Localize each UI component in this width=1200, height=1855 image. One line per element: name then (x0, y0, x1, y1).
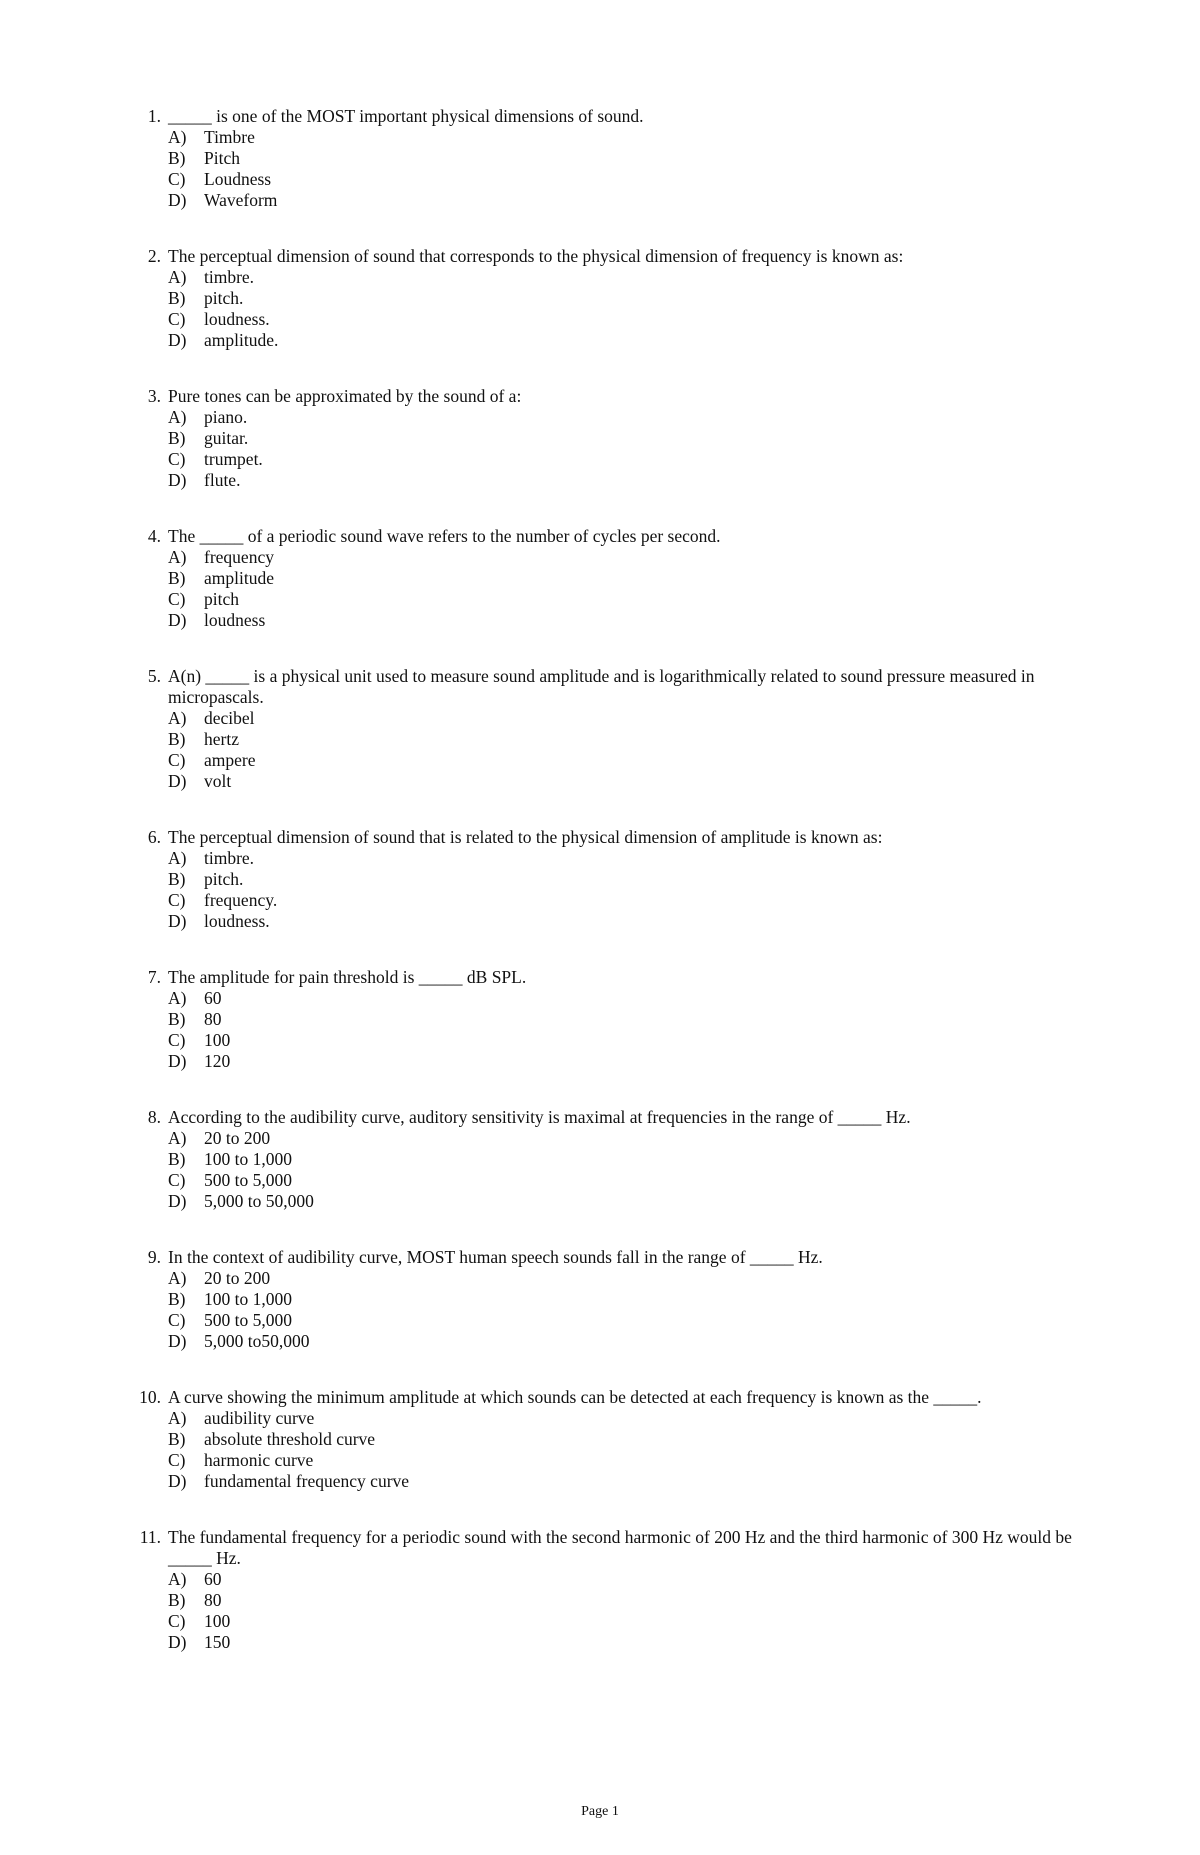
option-text: 500 to 5,000 (204, 1170, 292, 1190)
option-letter: B) (168, 729, 186, 749)
option-text: 100 to 1,000 (204, 1149, 292, 1169)
question-number: 6. (147, 827, 161, 847)
answer-options (168, 407, 1088, 491)
page-number: Page 1 (581, 1804, 619, 1819)
option-letter: B) (168, 1429, 186, 1449)
answer-option (168, 988, 1088, 1009)
answer-option (168, 1310, 1088, 1331)
question-item (128, 1387, 1088, 1492)
option-letter: D) (168, 190, 187, 210)
question-number: 8. (147, 1107, 161, 1127)
question-stem: The fundamental frequency for a periodic sound with the second harmonic of 200 Hz and the third harmonic of 300 Hz would be _____ Hz. (168, 1527, 1072, 1568)
option-text: 60 (204, 988, 222, 1008)
answer-option (168, 1408, 1088, 1429)
option-text: trumpet. (204, 449, 263, 469)
question-item (128, 386, 1088, 491)
option-letter: D) (168, 1471, 187, 1491)
option-letter: C) (168, 169, 186, 189)
question-stem: According to the audibility curve, auditory sensitivity is maximal at frequencies in the range of _____ Hz. (168, 1107, 911, 1127)
option-letter: B) (168, 1009, 186, 1029)
option-text: absolute threshold curve (204, 1429, 376, 1449)
question-stem: The perceptual dimension of sound that is related to the physical dimension of amplitude is known as: (168, 827, 883, 847)
answer-option (168, 708, 1088, 729)
answer-options (168, 1268, 1088, 1352)
question-item (128, 827, 1088, 932)
option-letter: D) (168, 1331, 187, 1351)
answer-option (168, 869, 1088, 890)
answer-option (168, 1450, 1088, 1471)
option-text: 60 (204, 1569, 222, 1589)
option-text: fundamental frequency curve (204, 1471, 410, 1491)
question-stem: Pure tones can be approximated by the sound of a: (168, 386, 522, 406)
option-text: frequency (204, 547, 274, 567)
option-text: Pitch (204, 148, 240, 168)
answer-option (168, 1632, 1088, 1653)
answer-option (168, 428, 1088, 449)
option-letter: C) (168, 1611, 186, 1631)
option-text: flute. (204, 470, 241, 490)
question-stem: A curve showing the minimum amplitude at which sounds can be detected at each frequency is known as the _____. (168, 1387, 982, 1407)
option-text: pitch. (204, 288, 244, 308)
option-text: piano. (204, 407, 248, 427)
answer-option (168, 449, 1088, 470)
option-letter: A) (168, 547, 187, 567)
question-item (128, 967, 1088, 1072)
option-letter: B) (168, 148, 186, 168)
option-letter: B) (168, 1289, 186, 1309)
option-text: Timbre (204, 127, 255, 147)
option-letter: A) (168, 267, 187, 287)
option-letter: A) (168, 1408, 187, 1428)
question-item (128, 666, 1088, 792)
option-letter: B) (168, 288, 186, 308)
answer-option (168, 890, 1088, 911)
answer-option (168, 750, 1088, 771)
question-stem: _____ is one of the MOST important physical dimensions of sound. (168, 106, 644, 126)
answer-option (168, 148, 1088, 169)
option-text: audibility curve (204, 1408, 315, 1428)
option-letter: C) (168, 890, 186, 910)
answer-option (168, 1429, 1088, 1450)
answer-option (168, 729, 1088, 750)
option-text: 5,000 to 50,000 (204, 1191, 314, 1211)
option-letter: A) (168, 1569, 187, 1589)
option-letter: A) (168, 127, 187, 147)
option-letter: A) (168, 1128, 187, 1148)
option-text: frequency. (204, 890, 278, 910)
answer-option (168, 1611, 1088, 1632)
answer-options (168, 267, 1088, 351)
option-text: 150 (204, 1632, 231, 1652)
option-text: timbre. (204, 848, 255, 868)
answer-option (168, 1170, 1088, 1191)
option-text: decibel (204, 708, 255, 728)
answer-option (168, 1471, 1088, 1492)
question-item (128, 1527, 1088, 1653)
answer-option (168, 568, 1088, 589)
question-stem: In the context of audibility curve, MOST human speech sounds fall in the range of _____ Hz. (168, 1247, 823, 1267)
answer-option (168, 169, 1088, 190)
option-text: loudness. (204, 911, 270, 931)
answer-options (168, 988, 1088, 1072)
option-text: loudness. (204, 309, 270, 329)
question-stem: The _____ of a periodic sound wave refers to the number of cycles per second. (168, 526, 721, 546)
question-number: 4. (147, 526, 161, 546)
answer-option (168, 911, 1088, 932)
option-text: 5,000 to50,000 (204, 1331, 310, 1351)
answer-option (168, 547, 1088, 568)
answer-options (168, 1408, 1088, 1492)
answer-option (168, 1191, 1088, 1212)
option-letter: B) (168, 869, 186, 889)
option-text: harmonic curve (204, 1450, 314, 1470)
question-number: 9. (147, 1247, 161, 1267)
answer-option (168, 190, 1088, 211)
option-letter: D) (168, 1051, 187, 1071)
question-item (128, 526, 1088, 631)
option-letter: C) (168, 1170, 186, 1190)
answer-option (168, 1289, 1088, 1310)
option-text: 120 (204, 1051, 231, 1071)
option-text: loudness (204, 610, 266, 630)
option-letter: C) (168, 1030, 186, 1050)
option-letter: D) (168, 911, 187, 931)
option-text: amplitude (204, 568, 274, 588)
option-letter: A) (168, 1268, 187, 1288)
option-text: pitch. (204, 869, 244, 889)
answer-option (168, 589, 1088, 610)
option-text: amplitude. (204, 330, 279, 350)
answer-option (168, 848, 1088, 869)
answer-options (168, 547, 1088, 631)
question-item (128, 106, 1088, 211)
option-text: 20 to 200 (204, 1128, 271, 1148)
question-item (128, 246, 1088, 351)
answer-option (168, 288, 1088, 309)
question-stem: The amplitude for pain threshold is _____ dB SPL. (168, 967, 527, 987)
question-stem: A(n) _____ is a physical unit used to measure sound amplitude and is logarithmically related to sound pressure measured in micropascals. (168, 666, 1035, 707)
question-item (128, 1107, 1088, 1212)
question-item (128, 1247, 1088, 1352)
question-list (128, 106, 1088, 1688)
answer-option (168, 470, 1088, 491)
question-number: 11. (139, 1527, 161, 1547)
answer-option (168, 1569, 1088, 1590)
option-text: timbre. (204, 267, 255, 287)
option-letter: C) (168, 750, 186, 770)
option-letter: C) (168, 449, 186, 469)
option-text: 80 (204, 1009, 222, 1029)
option-text: 100 (204, 1611, 231, 1631)
answer-options (168, 1569, 1088, 1653)
question-stem: The perceptual dimension of sound that corresponds to the physical dimension of frequency is known as: (168, 246, 904, 266)
question-number: 10. (139, 1387, 161, 1407)
option-text: 100 (204, 1030, 231, 1050)
answer-options (168, 708, 1088, 792)
option-text: Waveform (204, 190, 278, 210)
answer-option (168, 1590, 1088, 1611)
answer-option (168, 1030, 1088, 1051)
option-letter: C) (168, 1450, 186, 1470)
answer-option (168, 771, 1088, 792)
option-letter: A) (168, 988, 187, 1008)
option-text: ampere (204, 750, 256, 770)
option-letter: C) (168, 1310, 186, 1330)
answer-options (168, 1128, 1088, 1212)
answer-options (168, 127, 1088, 211)
option-letter: D) (168, 771, 187, 791)
answer-option (168, 610, 1088, 631)
option-letter: D) (168, 330, 187, 350)
question-number: 3. (147, 386, 161, 406)
answer-option (168, 267, 1088, 288)
answer-option (168, 1128, 1088, 1149)
answer-option (168, 1268, 1088, 1289)
answer-option (168, 127, 1088, 148)
option-text: 20 to 200 (204, 1268, 271, 1288)
option-text: Loudness (204, 169, 272, 189)
answer-options (168, 848, 1088, 932)
option-text: 500 to 5,000 (204, 1310, 292, 1330)
question-number: 5. (147, 666, 161, 686)
option-text: volt (204, 771, 232, 791)
option-letter: B) (168, 428, 186, 448)
option-letter: C) (168, 589, 186, 609)
option-letter: A) (168, 708, 187, 728)
question-number: 2. (147, 246, 161, 266)
option-letter: B) (168, 1149, 186, 1169)
option-letter: D) (168, 1191, 187, 1211)
question-number: 7. (147, 967, 161, 987)
option-text: hertz (204, 729, 239, 749)
answer-option (168, 1149, 1088, 1170)
question-number: 1. (147, 106, 161, 126)
option-letter: A) (168, 848, 187, 868)
answer-option (168, 1009, 1088, 1030)
option-letter: B) (168, 1590, 186, 1610)
option-letter: D) (168, 610, 187, 630)
option-letter: D) (168, 470, 187, 490)
option-text: 80 (204, 1590, 222, 1610)
answer-option (168, 1331, 1088, 1352)
option-text: pitch (204, 589, 239, 609)
option-letter: B) (168, 568, 186, 588)
answer-option (168, 1051, 1088, 1072)
answer-option (168, 309, 1088, 330)
answer-option (168, 407, 1088, 428)
option-letter: C) (168, 309, 186, 329)
option-letter: D) (168, 1632, 187, 1652)
option-letter: A) (168, 407, 187, 427)
option-text: 100 to 1,000 (204, 1289, 292, 1309)
option-text: guitar. (204, 428, 249, 448)
answer-option (168, 330, 1088, 351)
